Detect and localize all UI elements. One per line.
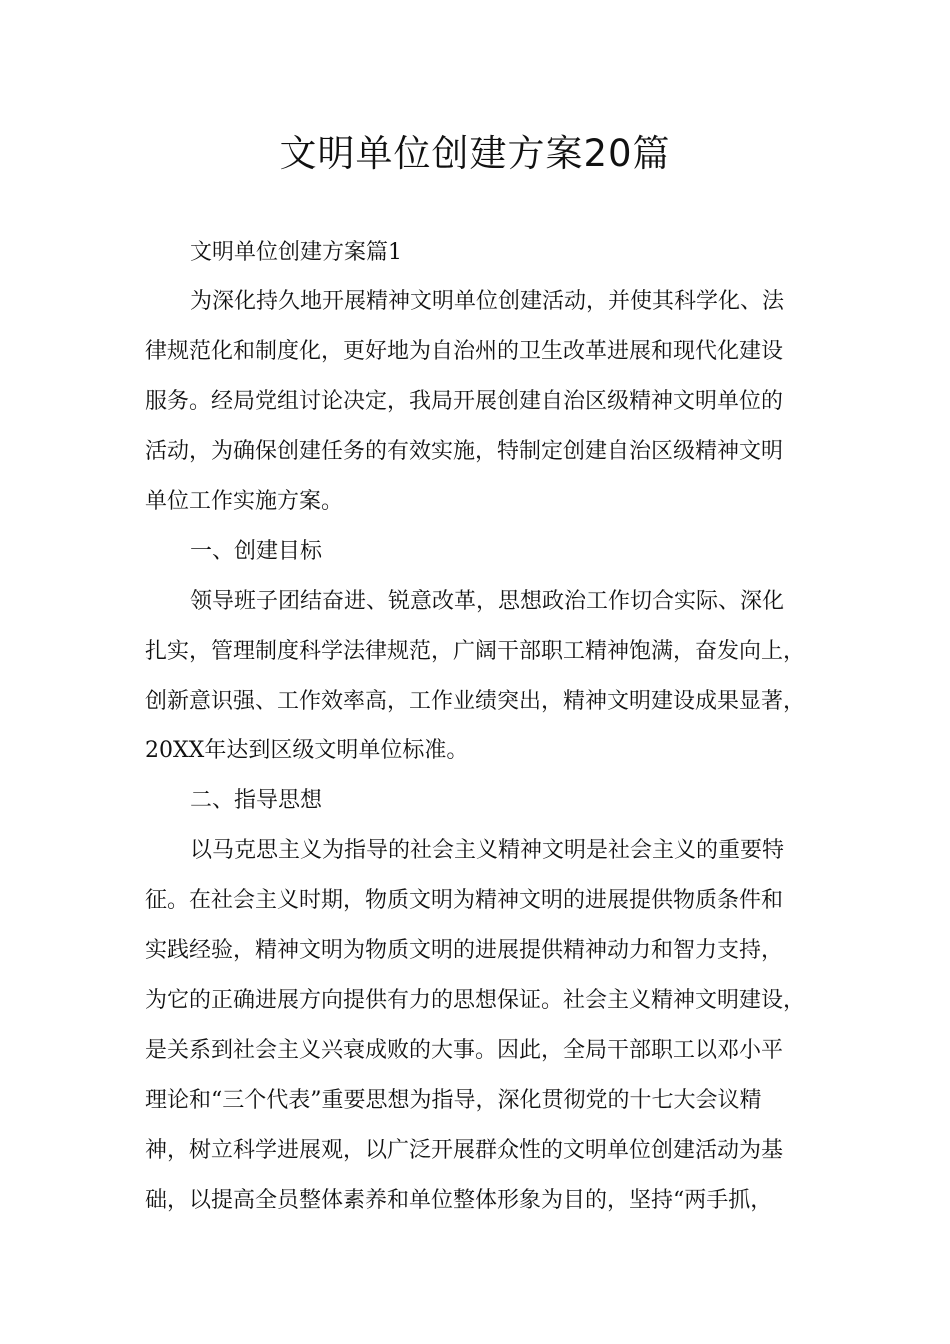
- paragraph-line: 以马克思主义为指导的社会主义精神文明是社会主义的重要特: [190, 838, 785, 863]
- paragraph-line: 征。在社会主义时期，物质文明为精神文明的进展提供物质条件和: [145, 888, 784, 913]
- paragraph-line: 服务。经局党组讨论决定，我局开展创建自治区级精神文明单位的: [145, 389, 784, 414]
- paragraph-line: 神，树立科学进展观，以广泛开展群众性的文明单位创建活动为基: [145, 1138, 784, 1163]
- paragraph-line: 是关系到社会主义兴衰成败的大事。因此，全局干部职工以邓小平: [145, 1038, 784, 1063]
- section-heading: 文明单位创建方案篇1: [190, 240, 402, 265]
- paragraph-line: 实践经验，精神文明为物质文明的进展提供精神动力和智力支持，: [145, 938, 784, 963]
- paragraph-line: 扎实，管理制度科学法律规范，广阔干部职工精神饱满，奋发向上，: [145, 639, 806, 664]
- paragraph-line: 律规范化和制度化，更好地为自治州的卫生改革进展和现代化建设: [145, 339, 784, 364]
- paragraph-line: 为深化持久地开展精神文明单位创建活动，并使其科学化、法: [190, 289, 785, 314]
- paragraph-line: 单位工作实施方案。: [145, 489, 344, 514]
- paragraph-line: 理论和“三个代表”重要思想为指导，深化贯彻党的十七大会议精: [145, 1088, 762, 1113]
- paragraph-line: 为它的正确进展方向提供有力的思想保证。社会主义精神文明建设，: [145, 988, 806, 1013]
- paragraph-line: 20XX年达到区级文明单位标准。: [145, 738, 469, 763]
- section-heading: 一、创建目标: [190, 539, 323, 564]
- paragraph-line: 活动，为确保创建任务的有效实施，特制定创建自治区级精神文明: [145, 439, 784, 464]
- document-title: 文明单位创建方案20篇: [279, 132, 671, 175]
- paragraph-line: 领导班子团结奋进、锐意改革，思想政治工作切合实际、深化: [190, 589, 785, 614]
- section-heading: 二、指导思想: [190, 788, 323, 813]
- paragraph-line: 创新意识强、工作效率高，工作业绩突出，精神文明建设成果显著，: [145, 689, 806, 714]
- paragraph-line: 础，以提高全员整体素养和单位整体形象为目的，坚持“两手抓，: [145, 1188, 773, 1213]
